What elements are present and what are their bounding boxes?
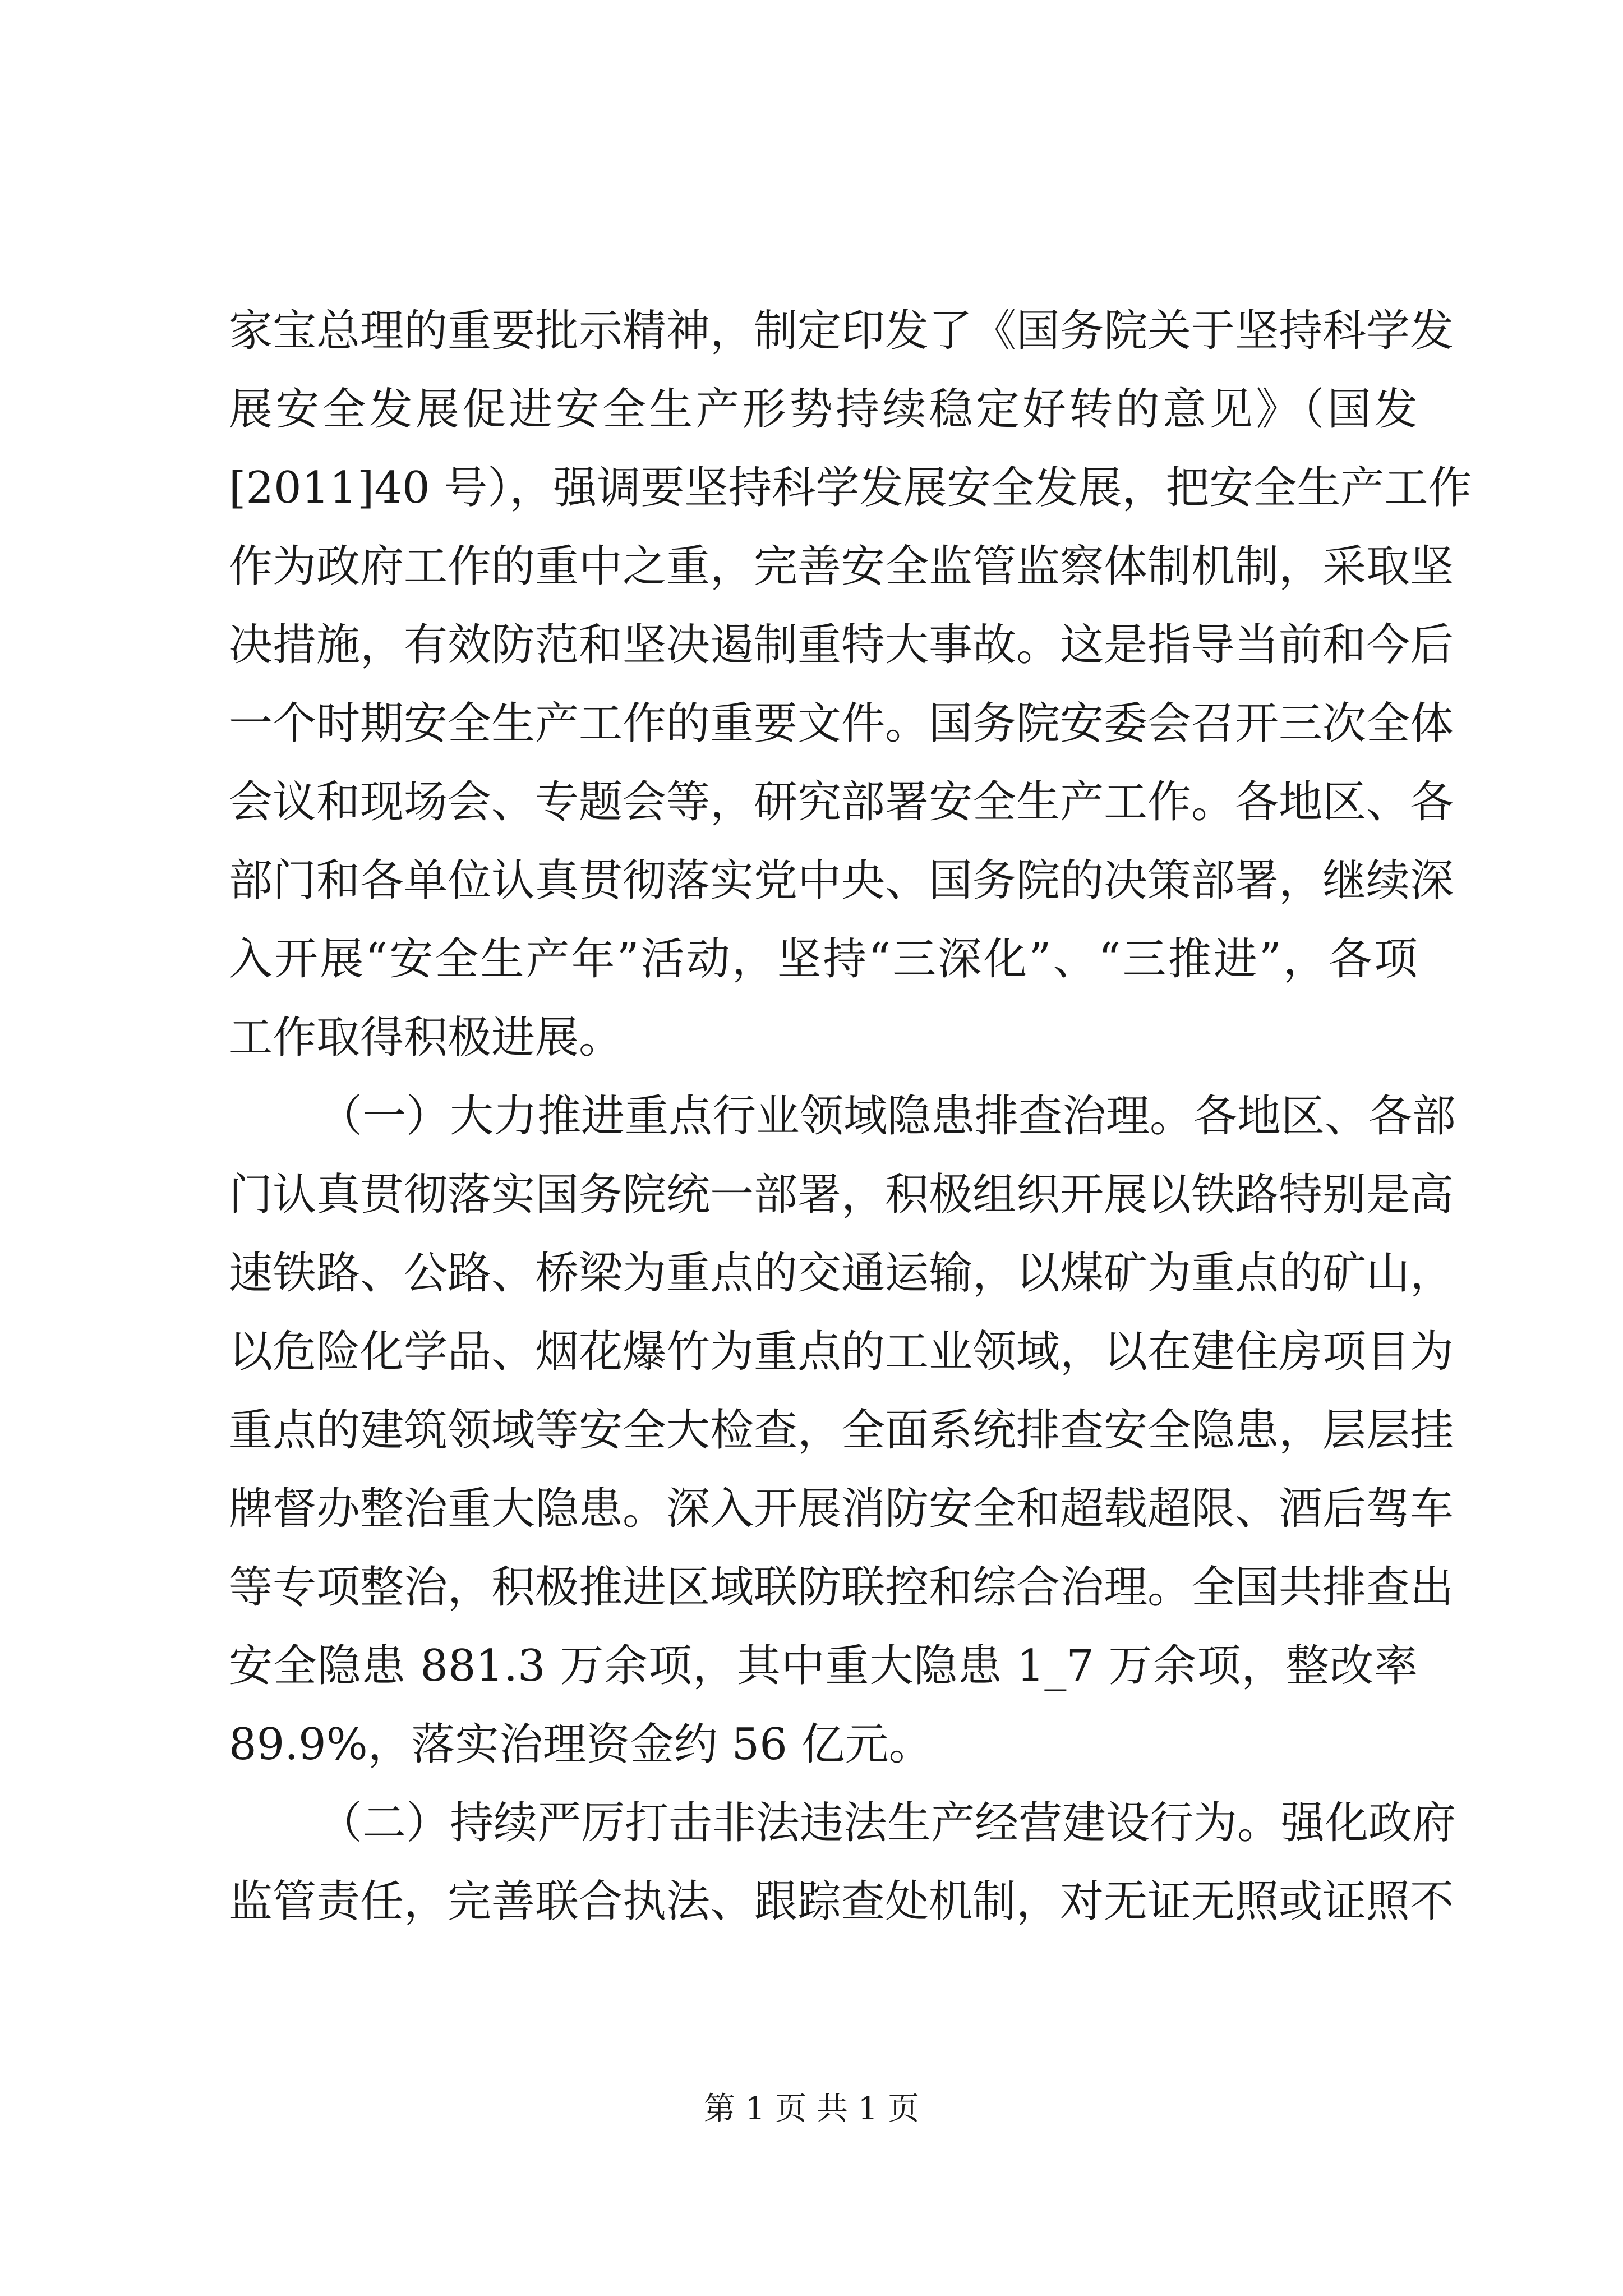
text-line: 家宝总理的重要批示精神，制定印发了《国务院关于坚持科学发 bbox=[229, 306, 1454, 356]
text-line: 89.9%，落实治理资金约 56 亿元。 bbox=[229, 1719, 933, 1770]
paragraph-heading-2: （二）持续严厉打击非法违法生产经营建设行为。强化政府 bbox=[319, 1798, 1456, 1848]
text-line: 重点的建筑领域等安全大检查，全面系统排查安全隐患，层层挂 bbox=[229, 1405, 1454, 1456]
text-line: [2011]40 号），强调要坚持科学发展安全发展，把安全生产工作 bbox=[229, 463, 1472, 513]
text-line: 会议和现场会、专题会等，研究部署安全生产工作。各地区、各 bbox=[229, 777, 1454, 827]
text-line: 展安全发展促进安全生产形势持续稳定好转的意见》（国发 bbox=[229, 384, 1418, 435]
text-line: 牌督办整治重大隐患。深入开展消防安全和超载超限、酒后驾车 bbox=[229, 1484, 1454, 1534]
text-line: 入开展“安全生产年”活动，坚持“三深化”、“三推进”，各项 bbox=[229, 934, 1418, 984]
text-line: 监管责任，完善联合执法、跟踪查处机制，对无证无照或证照不 bbox=[229, 1876, 1454, 1927]
text-line: 门认真贯彻落实国务院统一部署，积极组织开展以铁路特别是高 bbox=[229, 1170, 1454, 1220]
text-line: 速铁路、公路、桥梁为重点的交通运输，以煤矿为重点的矿山， bbox=[229, 1248, 1454, 1299]
page-footer: 第 1 页 共 1 页 bbox=[703, 2091, 920, 2127]
text-line: 以危险化学品、烟花爆竹为重点的工业领域，以在建住房项目为 bbox=[229, 1327, 1454, 1377]
text-line: 安全隐患 881.3 万余项，其中重大隐患 1_7 万余项，整改率 bbox=[229, 1641, 1418, 1691]
text-line: 工作取得积极进展。 bbox=[229, 1013, 623, 1063]
text-line: 作为政府工作的重中之重，完善安全监管监察体制机制，采取坚 bbox=[229, 541, 1454, 592]
paragraph-heading-1: （一）大力推进重点行业领域隐患排查治理。各地区、各部 bbox=[319, 1091, 1456, 1142]
text-line: 一个时期安全生产工作的重要文件。国务院安委会召开三次全体 bbox=[229, 698, 1454, 749]
text-line: 等专项整治，积极推进区域联防联控和综合治理。全国共排查出 bbox=[229, 1562, 1454, 1613]
text-line: 部门和各单位认真贯彻落实党中央、国务院的决策部署，继续深 bbox=[229, 855, 1454, 906]
text-line: 决措施，有效防范和坚决遏制重特大事故。这是指导当前和今后 bbox=[229, 620, 1454, 670]
